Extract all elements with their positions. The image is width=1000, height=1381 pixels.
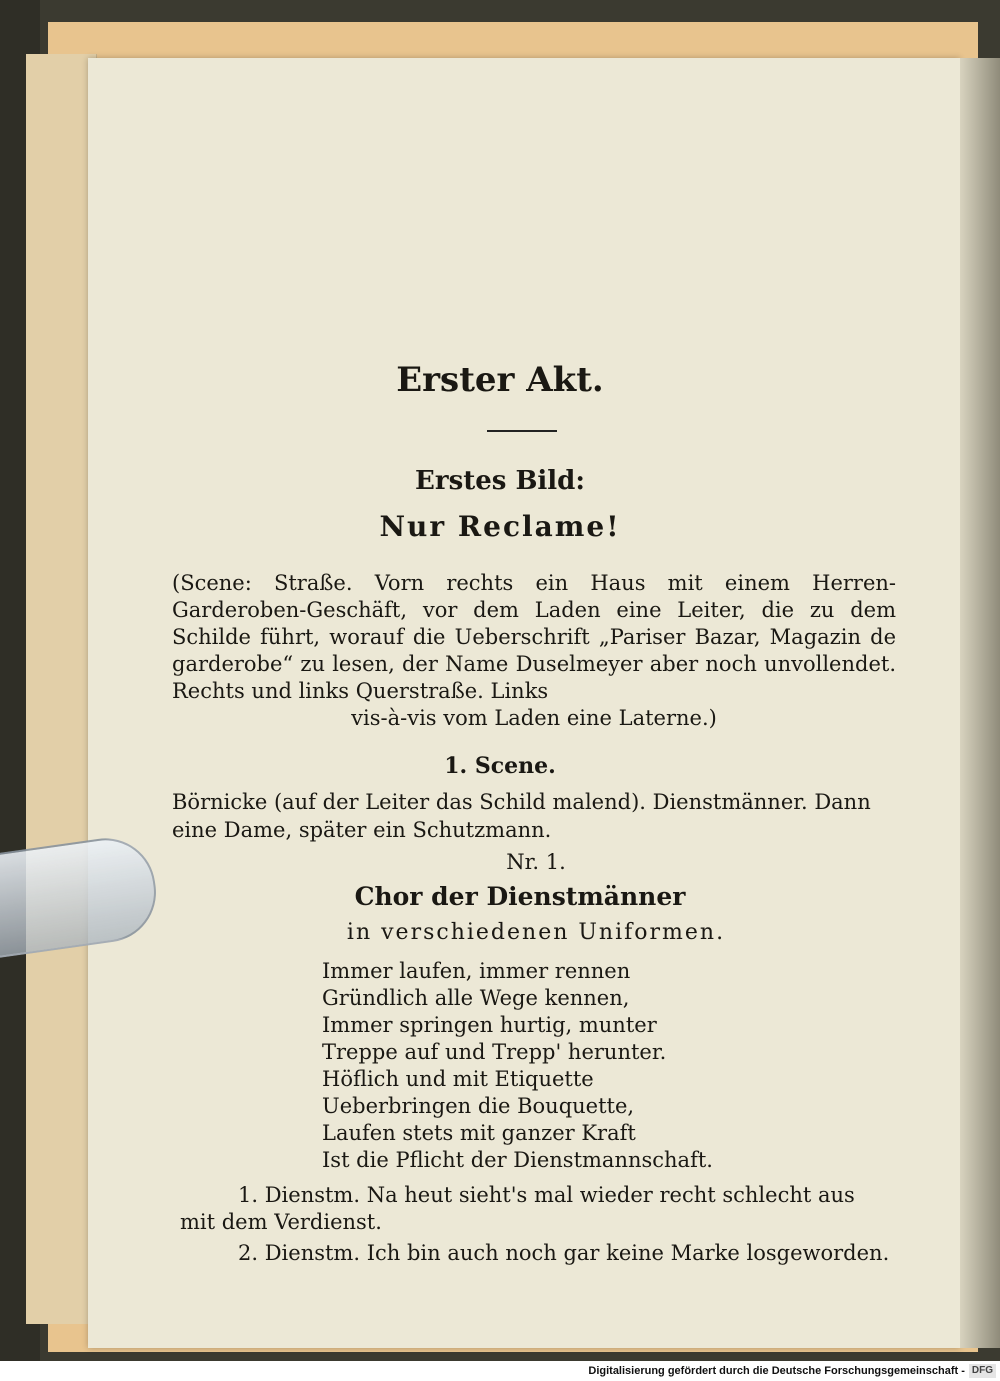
back-sheet — [26, 54, 97, 1324]
dialog-line: 2. Dienstm. Ich bin auch noch gar keine Marke losgeworden. — [238, 1241, 890, 1265]
song-title: Chor der Dienstmänner — [354, 882, 686, 911]
act-title: Erster Akt. — [396, 360, 604, 400]
verse-line: Immer springen hurtig, munter — [322, 1013, 657, 1037]
verse-line: Ueberbringen die Bouquette, — [322, 1094, 635, 1118]
verse-line: Laufen stets mit ganzer Kraft — [322, 1121, 636, 1145]
dialog-line: 1. Dienstm. Na heut sieht's mal wieder recht schlecht aus mit dem Verdienst. — [180, 1183, 855, 1234]
dfg-logo: DFG — [969, 1364, 996, 1378]
persons-line: Börnicke (auf der Leiter das Schild malend). Dienstmänner. Dann eine Dame, später ein Schutzmann. — [172, 790, 871, 842]
title-rule — [487, 430, 557, 432]
verse-line: Gründlich alle Wege kennen, — [322, 986, 630, 1010]
scene-picture-heading: Erstes Bild: — [415, 466, 585, 496]
verse-line: Immer laufen, immer rennen — [322, 959, 631, 983]
verse-line: Höflich und mit Etiquette — [322, 1067, 594, 1091]
verse-line: Ist die Pflicht der Dienstmannschaft. — [322, 1148, 713, 1172]
stage-direction-end: vis-à-vis vom Laden eine Laterne.) — [351, 706, 717, 730]
verse-block — [322, 958, 713, 1174]
song-subtitle: in verschiedenen Uniformen. — [346, 920, 726, 945]
number-label: Nr. 1. — [506, 850, 566, 874]
scene-picture-title: Nur Reclame! — [379, 510, 621, 543]
footer-text: Digitalisierung gefördert durch die Deutsche Forschungsgemeinschaft - — [588, 1365, 965, 1377]
stage-direction-text: (Scene: Straße. Vorn rechts ein Haus mit einem Herren-Garderoben-Geschäft, vor dem Laden eine Leiter, die zu dem Schilde führt, worauf die Ueberschrift „Pariser Bazar, Magazin de garderobe“ zu lesen, der Name Duselmeyer aber noch unvollendet. Rechts und links Querstraße. Links — [172, 571, 896, 703]
dialog-block — [180, 1182, 896, 1271]
stage-direction — [172, 570, 896, 732]
scene-heading: 1. Scene. — [444, 753, 556, 779]
page-gutter — [960, 58, 1000, 1348]
footer-bar — [0, 1361, 1000, 1381]
verse-line: Treppe auf und Trepp' herunter. — [322, 1040, 667, 1064]
